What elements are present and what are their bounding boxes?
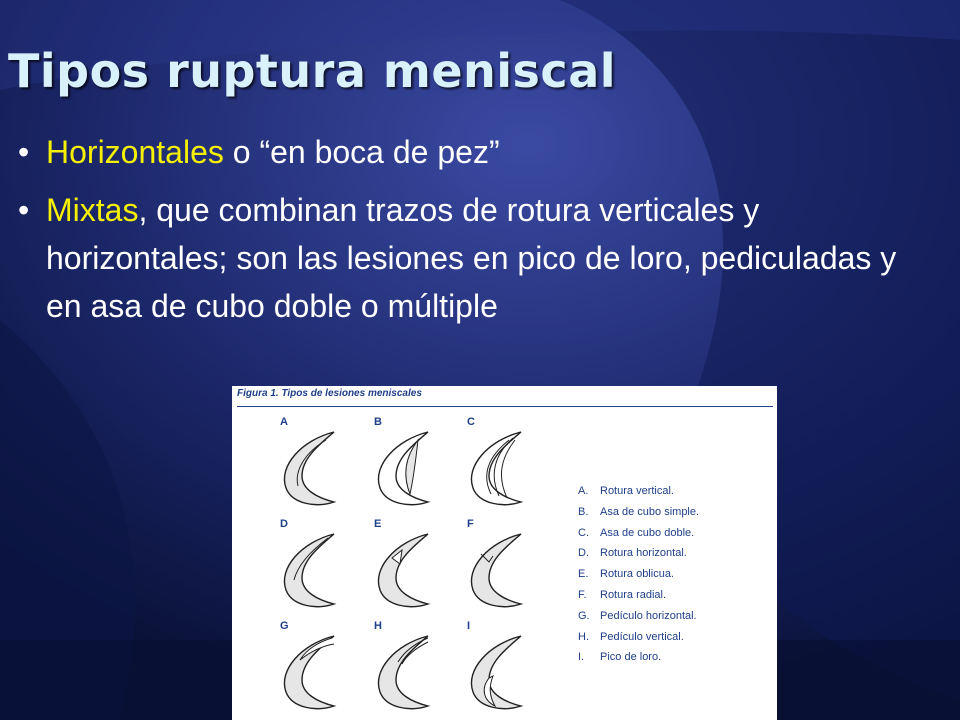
bullet-text: o “en boca de pez” (223, 134, 500, 170)
panel-letter: H (374, 620, 382, 632)
meniscal-lesions-figure (232, 386, 777, 720)
bullet-item (14, 186, 914, 330)
panel-letter: G (280, 620, 289, 632)
bullet-dot: • (18, 192, 30, 228)
bullet-highlight: Horizontales (46, 134, 224, 170)
meniscus-double-bucket-handle-illustration (459, 426, 539, 511)
bullet-highlight: Mixtas (46, 192, 139, 228)
figure-legend (578, 481, 699, 668)
legend-item: F. Rotura radial. (578, 588, 667, 601)
figure-title: Figura 1. Tipos de lesiones meniscales (237, 388, 422, 399)
meniscus-radial-tear-illustration (459, 528, 539, 613)
meniscus-oblique-tear-illustration (366, 528, 446, 613)
panel-letter: A (280, 416, 288, 428)
legend-item: D. Rotura horizontal. (578, 547, 687, 560)
bullet-dot: • (18, 134, 30, 170)
legend-item: C. Asa de cubo doble. (578, 526, 695, 539)
legend-item: E. Rotura oblicua. (578, 568, 674, 581)
meniscus-vertical-tear-illustration (272, 426, 352, 511)
legend-item: B. Asa de cubo simple. (578, 505, 700, 518)
bullet-item (14, 128, 914, 176)
meniscus-parrot-beak-illustration (459, 630, 539, 715)
legend-item: G. Pedículo horizontal. (578, 609, 697, 622)
panel-letter: F (467, 518, 474, 530)
meniscus-vertical-flap-illustration (366, 630, 446, 715)
legend-item: H. Pedículo vertical. (578, 630, 684, 643)
panel-letter: D (280, 518, 288, 530)
meniscus-horizontal-tear-illustration (272, 528, 352, 613)
meniscus-bucket-handle-illustration (366, 426, 446, 511)
panel-letter: E (374, 518, 382, 530)
slide-title: Tipos ruptura meniscal (8, 44, 617, 98)
legend-item: A. Rotura vertical. (578, 485, 674, 497)
bullet-text: , que combinan trazos de rotura verticales y horizontales; son las lesiones en pico de loro, pediculadas y en asa de cubo doble o múltiple (46, 192, 897, 324)
panel-letter: C (467, 416, 475, 428)
legend-item: I. Pico de loro. (578, 651, 662, 664)
bullet-list (14, 128, 914, 340)
meniscus-horizontal-flap-illustration (272, 630, 352, 715)
figure-divider (237, 406, 773, 407)
panel-letter: I (467, 620, 471, 632)
panel-letter: B (374, 416, 382, 428)
